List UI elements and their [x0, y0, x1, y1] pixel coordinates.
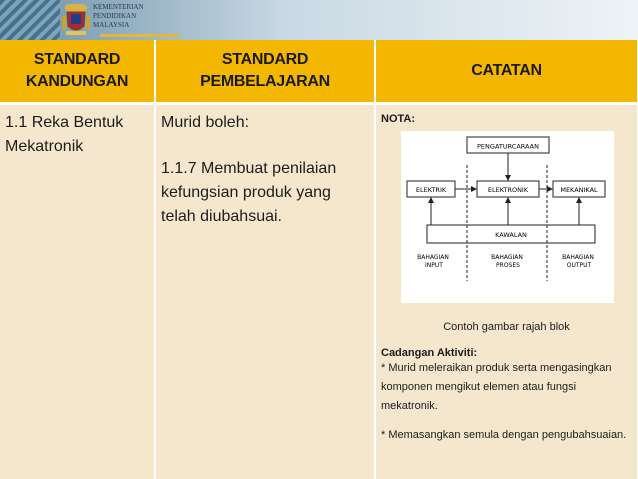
activity-title: Cadangan Aktiviti: [381, 347, 478, 359]
diagram-stage-output: BAHAGIAN OUTPUT [562, 254, 594, 269]
diagram-stage-process: BAHAGIAN PROSES [491, 254, 523, 269]
ministry-line: KEMENTERIAN [93, 3, 144, 11]
header-standard-pembelajaran: STANDARD PEMBELAJARAN [155, 40, 375, 104]
content-standard-text: 1.1 Reka Bentuk Mekatronik [5, 114, 124, 155]
ministry-line: MALAYSIA [93, 21, 130, 29]
diagram-stage-input: BAHAGIAN INPUT [417, 254, 449, 269]
banner-pattern [0, 0, 60, 40]
cell-catatan [375, 104, 638, 479]
header-catatan: CATATAN [375, 40, 638, 104]
table-header-row [0, 40, 638, 104]
ministry-line: PENDIDIKAN [93, 12, 137, 20]
diagram-caption: Contoh gambar rajah blok [443, 321, 570, 333]
diagram-label-mechanical: MEKANIKAL [560, 186, 598, 194]
header-standard-kandungan: STANDARD KANDUNGAN [0, 40, 155, 104]
activity-item: * Murid meleraikan produk serta mengasingkan komponen mengikut elemen atau fungsi mekatronik. [381, 362, 612, 412]
top-banner [0, 0, 638, 40]
nota-label: NOTA: [381, 113, 416, 125]
curriculum-table [0, 40, 638, 479]
diagram-label-control: KAWALAN [495, 231, 527, 239]
cell-kandungan [0, 104, 155, 479]
learning-item: 1.1.7 Membuat penilaian kefungsian produk yang telah diubahsuai. [161, 160, 337, 225]
table-row [0, 104, 638, 479]
cell-pembelajaran [155, 104, 375, 479]
block-diagram [401, 131, 614, 303]
diagram-label-electronic: ELEKTRONIK [487, 186, 529, 194]
activity-item: * Memasangkan semula dengan pengubahsuaian. [381, 429, 627, 441]
learning-intro: Murid boleh: [161, 114, 250, 131]
ministry-name [93, 3, 144, 30]
coat-of-arms-icon [62, 2, 90, 36]
banner-accent [100, 34, 180, 37]
diagram-label-electrical: ELEKTRIK [415, 186, 447, 194]
diagram-label-programming: PENGATURCARAAN [477, 142, 539, 151]
